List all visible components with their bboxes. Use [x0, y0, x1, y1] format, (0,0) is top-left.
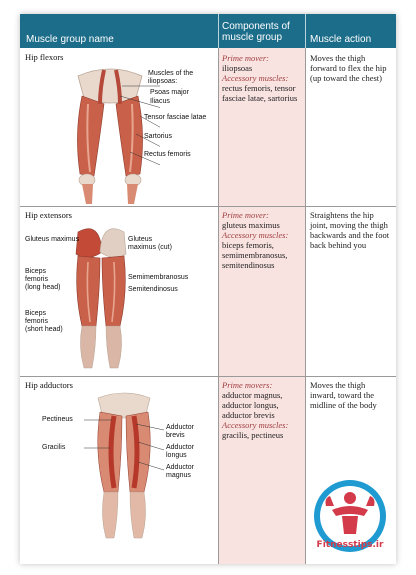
row-action: Moves the thigh inward, toward the midline of the body [310, 380, 377, 410]
accessory-label: Accessory muscles: [222, 230, 289, 240]
label-adductor-brevis: Adductor brevis [166, 424, 195, 439]
accessory-value: rectus femoris, tensor fasciae latae, sartorius [222, 83, 298, 103]
prime-mover-label: Prime mover: [222, 53, 269, 63]
accessory-label: Accessory muscles: [222, 420, 289, 430]
watermark-logo [308, 476, 392, 560]
hip-extensors-illustration [66, 222, 136, 372]
label-tensor-fasciae-latae: Tensor fasciae latae [144, 114, 207, 121]
header-components: Components of muscle group [222, 21, 290, 43]
row-divider [20, 206, 396, 207]
components-column-background [218, 48, 305, 564]
row-components [222, 53, 304, 103]
label-gluteus-maximus: Gluteus maximus [25, 236, 80, 243]
muscle-table [20, 14, 396, 564]
prime-mover-label: Prime mover: [222, 210, 269, 220]
row-components [222, 210, 304, 270]
row-action: Straightens the hip joint, moving the thigh backwards and the foot back behind you [310, 210, 390, 250]
header-muscle-group-name: Muscle group name [26, 34, 114, 45]
table-header [20, 14, 396, 48]
prime-mover-label: Prime movers: [222, 380, 273, 390]
accessory-value: gracilis, pectineus [222, 430, 284, 440]
row-divider [20, 376, 396, 377]
label-gracilis: Gracilis [42, 444, 66, 451]
accessory-label: Accessory muscles: [222, 73, 289, 83]
label-muscles-of-iliopsoas: Muscles of the iliopsoas: [148, 70, 194, 85]
label-biceps-femoris-short-head: Biceps femoris (short head) [25, 310, 63, 333]
row-title: Hip extensors [25, 210, 72, 220]
label-adductor-magnus: Adductor magnus [166, 464, 195, 479]
prime-mover-value: iliopsoas [222, 63, 253, 73]
label-biceps-femoris-long-head: Biceps femoris (long head) [25, 268, 61, 291]
label-adductor-longus: Adductor longus [166, 444, 195, 459]
row-title: Hip flexors [25, 52, 64, 62]
row-action: Moves the thigh forward to flex the hip (up toward the chest) [310, 53, 387, 83]
header-divider [305, 14, 306, 48]
hip-adductors-illustration [84, 392, 164, 542]
prime-mover-value: gluteus maximus [222, 220, 280, 230]
accessory-value: biceps femoris, semimembranosus, semitendinosus [222, 240, 288, 270]
column-divider [305, 48, 306, 564]
label-iliacus: Iliacus [150, 98, 170, 105]
row-components [222, 380, 304, 440]
column-divider [218, 48, 219, 564]
prime-mover-value: adductor magnus, adductor longus, adductor brevis [222, 390, 283, 420]
label-psoas-major: Psoas major [150, 89, 189, 96]
watermark-text: Fitnesstips.ir [316, 540, 384, 550]
label-gluteus-maximus-cut: Gluteus maximus (cut) [128, 236, 172, 251]
label-sartorius: Sartorius [144, 133, 173, 140]
label-rectus-femoris: Rectus femoris [144, 151, 191, 158]
label-semimembranosus: Semimembranosus [128, 274, 189, 281]
header-muscle-action: Muscle action [310, 34, 372, 45]
header-divider [218, 14, 219, 48]
label-pectineus: Pectineus [42, 416, 73, 423]
label-semitendinosus: Semitendinosus [128, 286, 178, 293]
row-title: Hip adductors [25, 380, 73, 390]
